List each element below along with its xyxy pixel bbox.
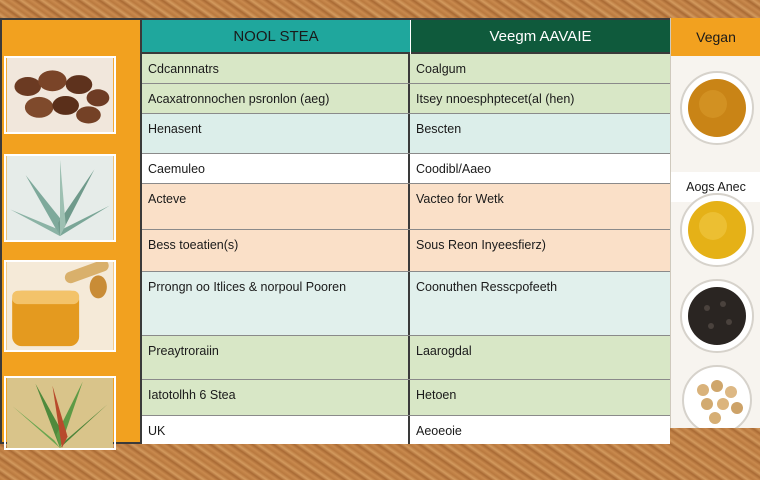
row-label-right: Itsey nnoesphptecet(al (hen) <box>416 92 575 106</box>
row-label-right: Vacteo for Wetk <box>416 192 504 206</box>
row-label-left: Iatotolhh 6 Stea <box>142 380 410 415</box>
row-label-right: Aeoeoie <box>416 424 462 438</box>
honey-jar-photo <box>4 260 116 352</box>
row-label-right: Coonuthen Resscpofeeth <box>416 280 558 294</box>
vegan-header: Vegan <box>671 18 760 56</box>
syrup-bowl-icon <box>677 68 757 148</box>
table-row <box>142 336 670 380</box>
row-label-left: Preaytroraiin <box>142 336 410 379</box>
chickpeas-bowl-icon <box>677 364 757 428</box>
column-header-left: NOOL STEA <box>142 20 410 54</box>
row-label-left: Prrongn oo Itlices & norpoul Pooren <box>142 272 410 335</box>
table-row <box>142 114 670 154</box>
row-label-left: Caemuleo <box>142 154 410 183</box>
table-row <box>142 416 670 444</box>
row-label-right: Bescten <box>416 122 462 136</box>
cacao-beans-photo <box>4 56 116 134</box>
agave-plant-photo <box>4 154 116 242</box>
table-row <box>142 230 670 272</box>
table-row <box>142 154 670 184</box>
comparison-table <box>0 18 670 444</box>
row-label-left: Henasent <box>142 114 410 153</box>
side-label: Aogs Anec <box>671 172 760 202</box>
row-label-left: Bess toeatien(s) <box>142 230 410 271</box>
row-label-left: Acaxatronnochen psronlon (aeg) <box>142 84 410 113</box>
row-label-right: Sous Reon Inyeesfierz) <box>416 238 546 252</box>
oil-bowl-icon <box>677 190 757 270</box>
table-row <box>142 84 670 114</box>
aloe-plant-photo <box>4 376 116 450</box>
row-label-right: Coodibl/Aaeo <box>416 162 492 176</box>
vegan-sidebar <box>670 18 760 428</box>
row-label-left: Acteve <box>142 184 410 229</box>
row-label-right: Hetoen <box>416 388 457 402</box>
column-header-right: Veegm AAVAIE <box>411 20 670 54</box>
thumbnail-strip <box>2 20 142 442</box>
row-label-left: UK <box>142 416 410 444</box>
table-row <box>142 380 670 416</box>
black-seeds-bowl-icon <box>677 276 757 356</box>
row-label-right: Coalgum <box>416 62 467 76</box>
table-row <box>142 184 670 230</box>
row-label-left: Cdcannnatrs <box>142 54 410 83</box>
row-label-right: Laarogdal <box>416 344 472 358</box>
table-row <box>142 272 670 336</box>
table-row <box>142 54 670 84</box>
